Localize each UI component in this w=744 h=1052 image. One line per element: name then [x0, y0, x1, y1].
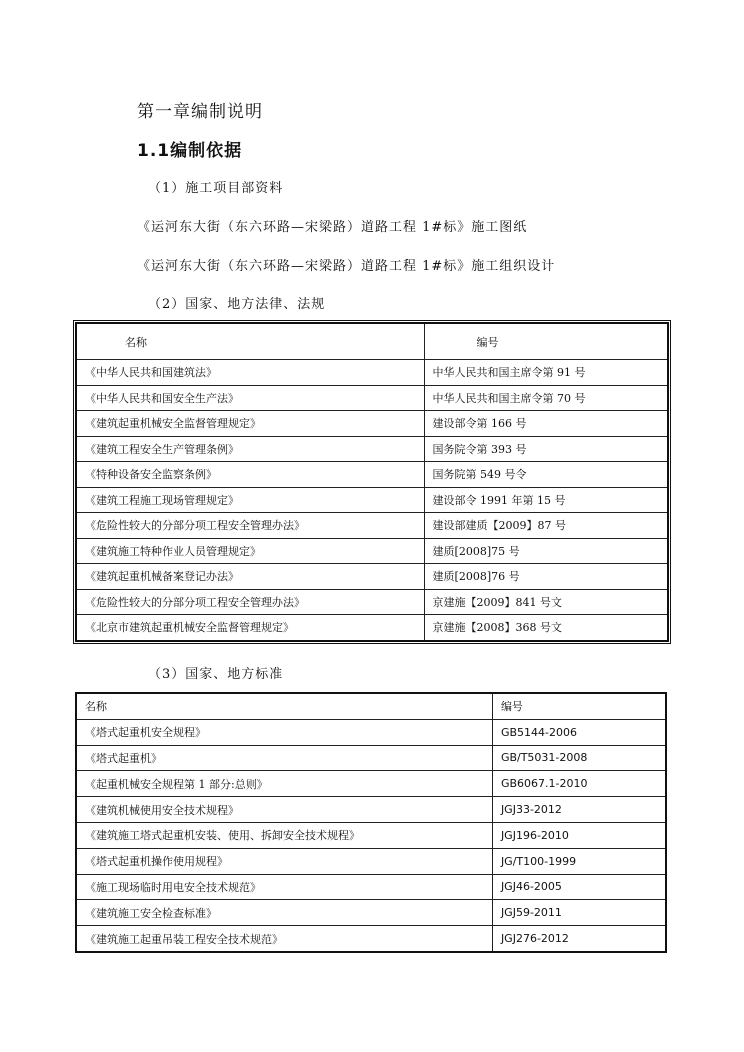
- header-name: 名称: [76, 323, 424, 360]
- standard-code: JGJ33-2012: [492, 797, 666, 823]
- chapter-title: 第一章编制说明: [137, 102, 263, 122]
- law-code: 建设部令 1991 年第 15 号: [424, 487, 668, 513]
- standard-name: 《塔式起重机》: [76, 745, 492, 771]
- table-row: [76, 462, 668, 488]
- standard-name: 《施工现场临时用电安全技术规范》: [76, 874, 492, 900]
- standard-code: GB6067.1-2010: [492, 771, 666, 797]
- standard-code: GB/T5031-2008: [492, 745, 666, 771]
- law-code: 建质[2008]76 号: [424, 564, 668, 590]
- table-row: [76, 848, 666, 874]
- standard-name: 《起重机械安全规程第 1 部分:总则》: [76, 771, 492, 797]
- law-name: 《建筑施工特种作业人员管理规定》: [76, 538, 424, 564]
- law-code: 国务院令第 393 号: [424, 436, 668, 462]
- table-row: [76, 926, 666, 952]
- standard-code: JGJ59-2011: [492, 900, 666, 926]
- doc-construction-drawings: 《运河东大街（东六环路—宋梁路）道路工程 1#标》施工图纸: [137, 220, 528, 235]
- standard-code: JGJ46-2005: [492, 874, 666, 900]
- section-title: 1.1编制依据: [137, 141, 243, 161]
- table-row: [76, 589, 668, 615]
- law-code: 中华人民共和国主席令第 70 号: [424, 385, 668, 411]
- table-row: [76, 797, 666, 823]
- table-row: [76, 771, 666, 797]
- table-row: [76, 538, 668, 564]
- table-row: [76, 900, 666, 926]
- standard-name: 《塔式起重机安全规程》: [76, 719, 492, 745]
- law-name: 《中华人民共和国安全生产法》: [76, 385, 424, 411]
- law-code: 建设部建质【2009】87 号: [424, 513, 668, 539]
- law-name: 《危险性较大的分部分项工程安全管理办法》: [76, 513, 424, 539]
- law-name: 《建筑工程施工现场管理规定》: [76, 487, 424, 513]
- table-row: [76, 745, 666, 771]
- law-code: 建质[2008]75 号: [424, 538, 668, 564]
- table-row: [76, 822, 666, 848]
- standard-code: JGJ196-2010: [492, 822, 666, 848]
- law-name: 《特种设备安全监察条例》: [76, 462, 424, 488]
- table-row: [76, 874, 666, 900]
- standard-name: 《建筑施工起重吊装工程安全技术规范》: [76, 926, 492, 952]
- header-code: 编号: [424, 323, 668, 360]
- law-code: 国务院第 549 号令: [424, 462, 668, 488]
- item-project-materials: （1）施工项目部资料: [148, 181, 284, 196]
- item-standards: （3）国家、地方标准: [148, 667, 284, 682]
- standard-code: JGJ276-2012: [492, 926, 666, 952]
- table-row: [76, 615, 668, 641]
- standard-code: GB5144-2006: [492, 719, 666, 745]
- standard-name: 《建筑施工塔式起重机安装、使用、拆卸安全技术规程》: [76, 822, 492, 848]
- standard-code: JG/T100-1999: [492, 848, 666, 874]
- header-code: 编号: [492, 693, 666, 719]
- standard-name: 《建筑机械使用安全技术规程》: [76, 797, 492, 823]
- table-row: [76, 487, 668, 513]
- laws-table: [75, 322, 669, 642]
- law-name: 《北京市建筑起重机械安全监督管理规定》: [76, 615, 424, 641]
- doc-construction-organization: 《运河东大街（东六环路—宋梁路）道路工程 1#标》施工组织设计: [137, 259, 556, 274]
- law-name: 《建筑起重机械备案登记办法》: [76, 564, 424, 590]
- law-code: 京建施【2008】368 号文: [424, 615, 668, 641]
- table-row: [76, 719, 666, 745]
- standard-name: 《塔式起重机操作使用规程》: [76, 848, 492, 874]
- law-name: 《危险性较大的分部分项工程安全管理办法》: [76, 589, 424, 615]
- law-name: 《中华人民共和国建筑法》: [76, 360, 424, 386]
- law-code: 中华人民共和国主席令第 91 号: [424, 360, 668, 386]
- table-row: [76, 436, 668, 462]
- item-laws-regulations: （2）国家、地方法律、法规: [148, 297, 326, 312]
- table-row: [76, 385, 668, 411]
- law-code: 京建施【2009】841 号文: [424, 589, 668, 615]
- table-header-row: [76, 323, 668, 360]
- table-row: [76, 411, 668, 437]
- law-name: 《建筑起重机械安全监督管理规定》: [76, 411, 424, 437]
- law-name: 《建筑工程安全生产管理条例》: [76, 436, 424, 462]
- header-name: 名称: [76, 693, 492, 719]
- table-row: [76, 360, 668, 386]
- table-row: [76, 564, 668, 590]
- standards-table: [75, 692, 667, 953]
- law-code: 建设部令第 166 号: [424, 411, 668, 437]
- table-header-row: [76, 693, 666, 719]
- standard-name: 《建筑施工安全检查标准》: [76, 900, 492, 926]
- table-row: [76, 513, 668, 539]
